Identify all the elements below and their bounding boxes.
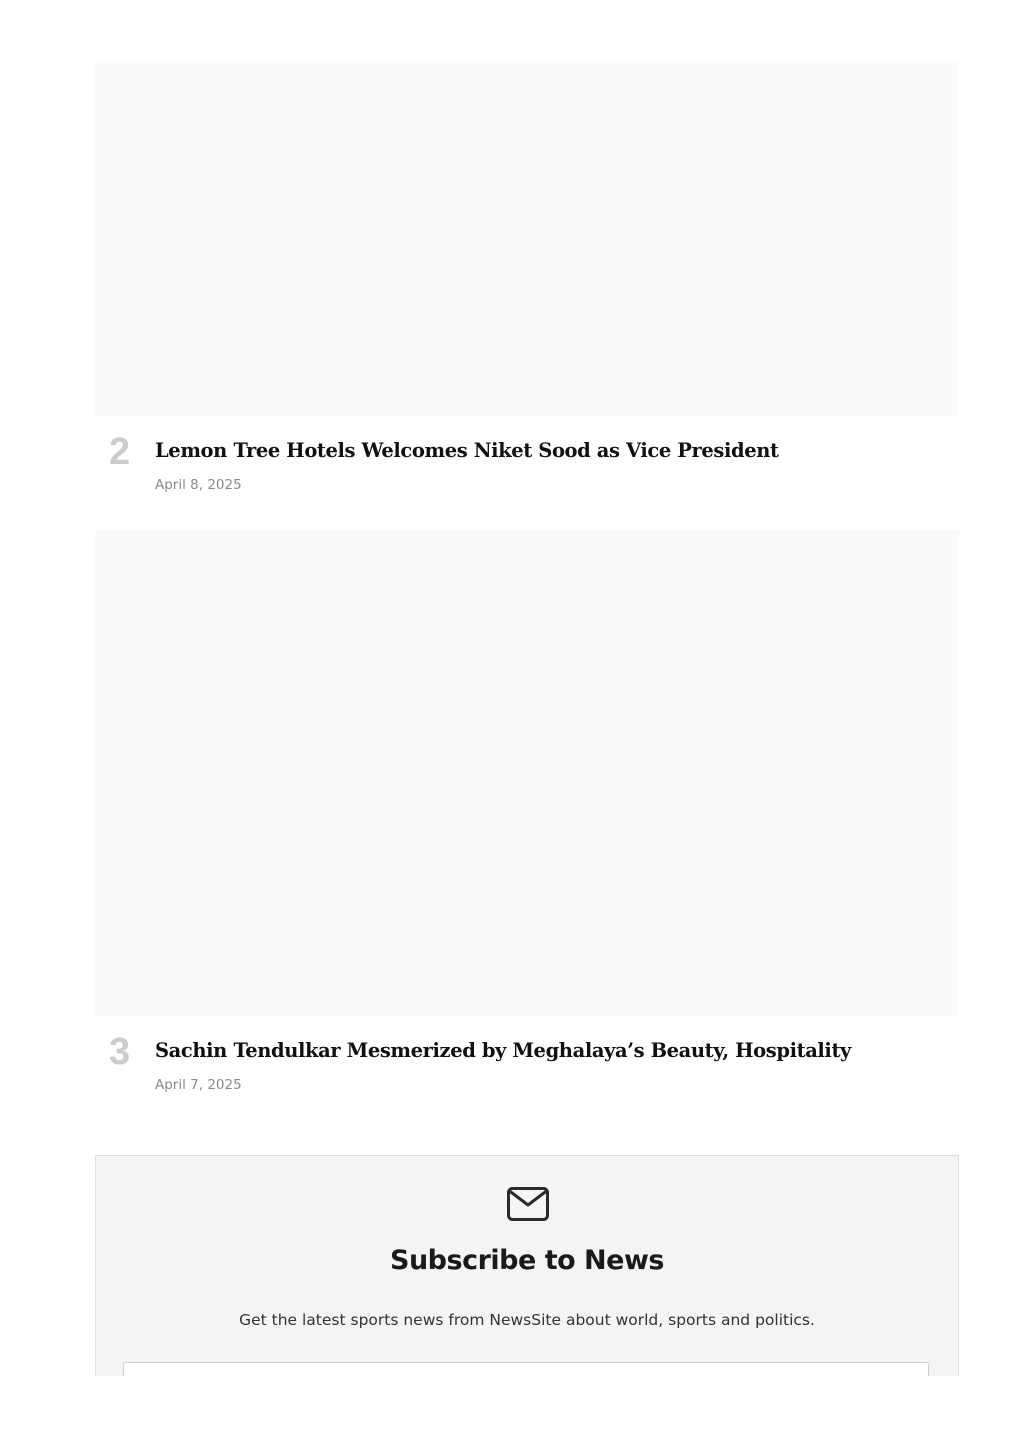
article-meta: [95, 416, 959, 496]
article-meta: [95, 1016, 959, 1096]
article-thumbnail[interactable]: [95, 530, 959, 1016]
subscribe-title: Subscribe to News: [390, 1245, 664, 1276]
article-title-link[interactable]: Lemon Tree Hotels Welcomes Niket Sood as Vice President: [155, 439, 779, 462]
article-title-link[interactable]: Sachin Tendulkar Mesmerized by Meghalaya’s Beauty, Hospitality: [155, 1039, 851, 1062]
article-thumbnail[interactable]: [95, 61, 959, 416]
subscribe-description: Get the latest sports news from NewsSite about world, sports and politics.: [239, 1311, 815, 1329]
page-bottom-area: [0, 1376, 1024, 1449]
newsletter-subscribe-box: [95, 1155, 959, 1396]
mail-icon: [507, 1187, 549, 1221]
article-card: [95, 61, 959, 496]
article-rank-number: 3: [109, 1031, 131, 1073]
article-date: April 7, 2025: [155, 1077, 242, 1093]
article-card: [95, 530, 959, 1096]
article-date: April 8, 2025: [155, 477, 242, 493]
article-rank-number: 2: [109, 431, 131, 473]
